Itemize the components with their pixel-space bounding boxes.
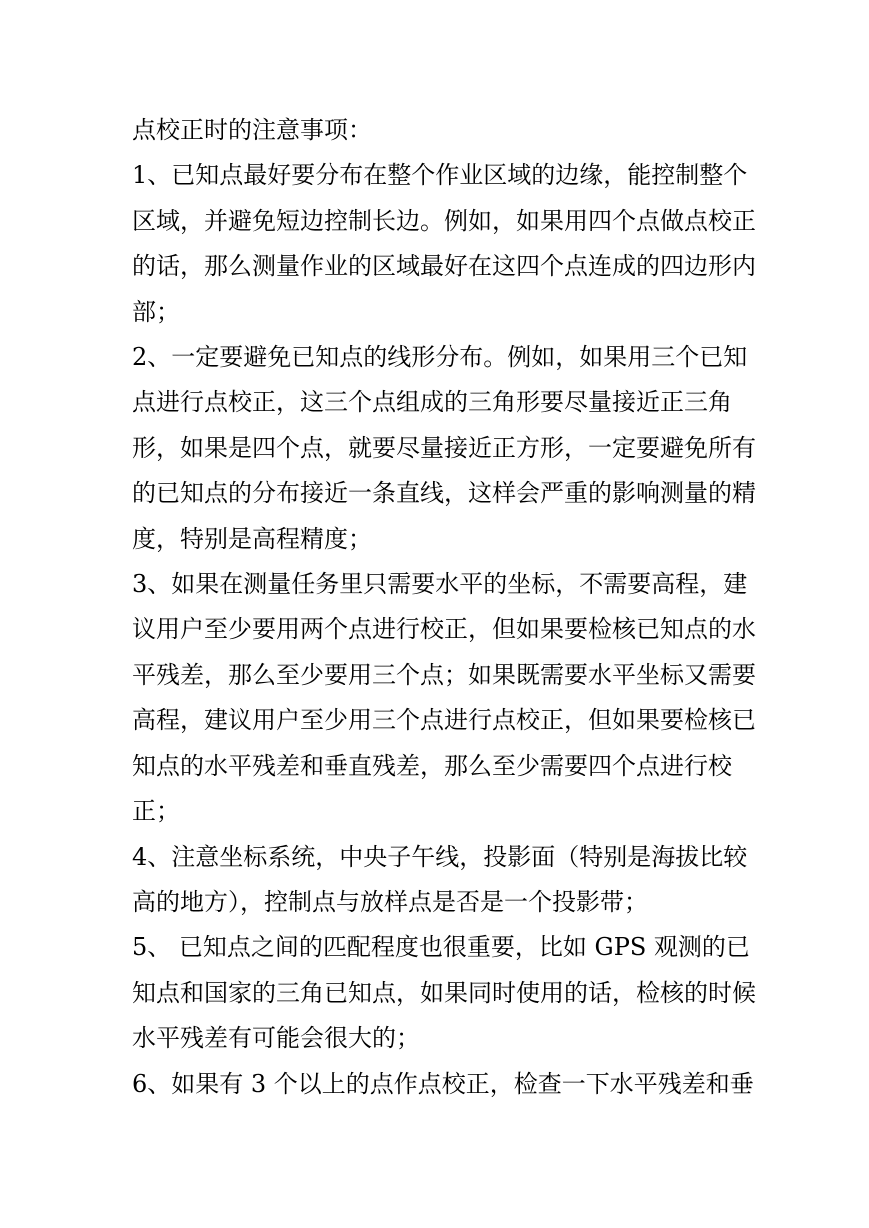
document-heading: 点校正时的注意事项： (132, 116, 372, 144)
text-line: 知点和国家的三角已知点，如果同时使用的话，检核的时候 (132, 978, 756, 1007)
text-line: 高程，建议用户至少用三个点进行点校正，但如果要检核已 (132, 706, 756, 735)
document-body (132, 108, 756, 1107)
text-line: 5、 已知点之间的匹配程度也很重要，比如 GPS 观测的已 (132, 933, 750, 962)
text-line: 平残差，那么至少要用三个点；如果既需要水平坐标又需要 (132, 660, 756, 689)
text-line: 的话，那么测量作业的区域最好在这四个点连成的四边形内 (132, 252, 756, 281)
text-line: 形，如果是四个点，就要尽量接近正方形，一定要避免所有 (132, 433, 756, 462)
text-line: 的已知点的分布接近一条直线，这样会严重的影响测量的精 (132, 479, 756, 508)
text-line: 区域，并避免短边控制长边。例如，如果用四个点做点校正 (132, 206, 756, 235)
text-line: 点进行点校正，这三个点组成的三角形要尽量接近正三角 (132, 388, 732, 417)
text-line: 3、如果在测量任务里只需要水平的坐标，不需要高程，建 (132, 570, 748, 599)
text-line: 1、已知点最好要分布在整个作业区域的边缘，能控制整个 (132, 161, 748, 190)
text-line: 议用户至少要用两个点进行校正，但如果要检核已知点的水 (132, 615, 756, 644)
text-line: 6、如果有 3 个以上的点作点校正，检查一下水平残差和垂 (132, 1069, 754, 1098)
text-line: 水平残差有可能会很大的； (132, 1024, 420, 1053)
text-line: 度，特别是高程精度； (132, 524, 372, 553)
text-line: 知点的水平残差和垂直残差，那么至少需要四个点进行校 (132, 751, 732, 780)
text-line: 2、一定要避免已知点的线形分布。例如，如果用三个已知 (132, 343, 748, 372)
text-line: 部； (132, 297, 180, 326)
text-line: 4、注意坐标系统，中央子午线，投影面（特别是海拔比较 (132, 842, 748, 871)
text-line: 正； (132, 797, 180, 826)
text-line: 高的地方），控制点与放样点是否是一个投影带； (132, 887, 648, 916)
